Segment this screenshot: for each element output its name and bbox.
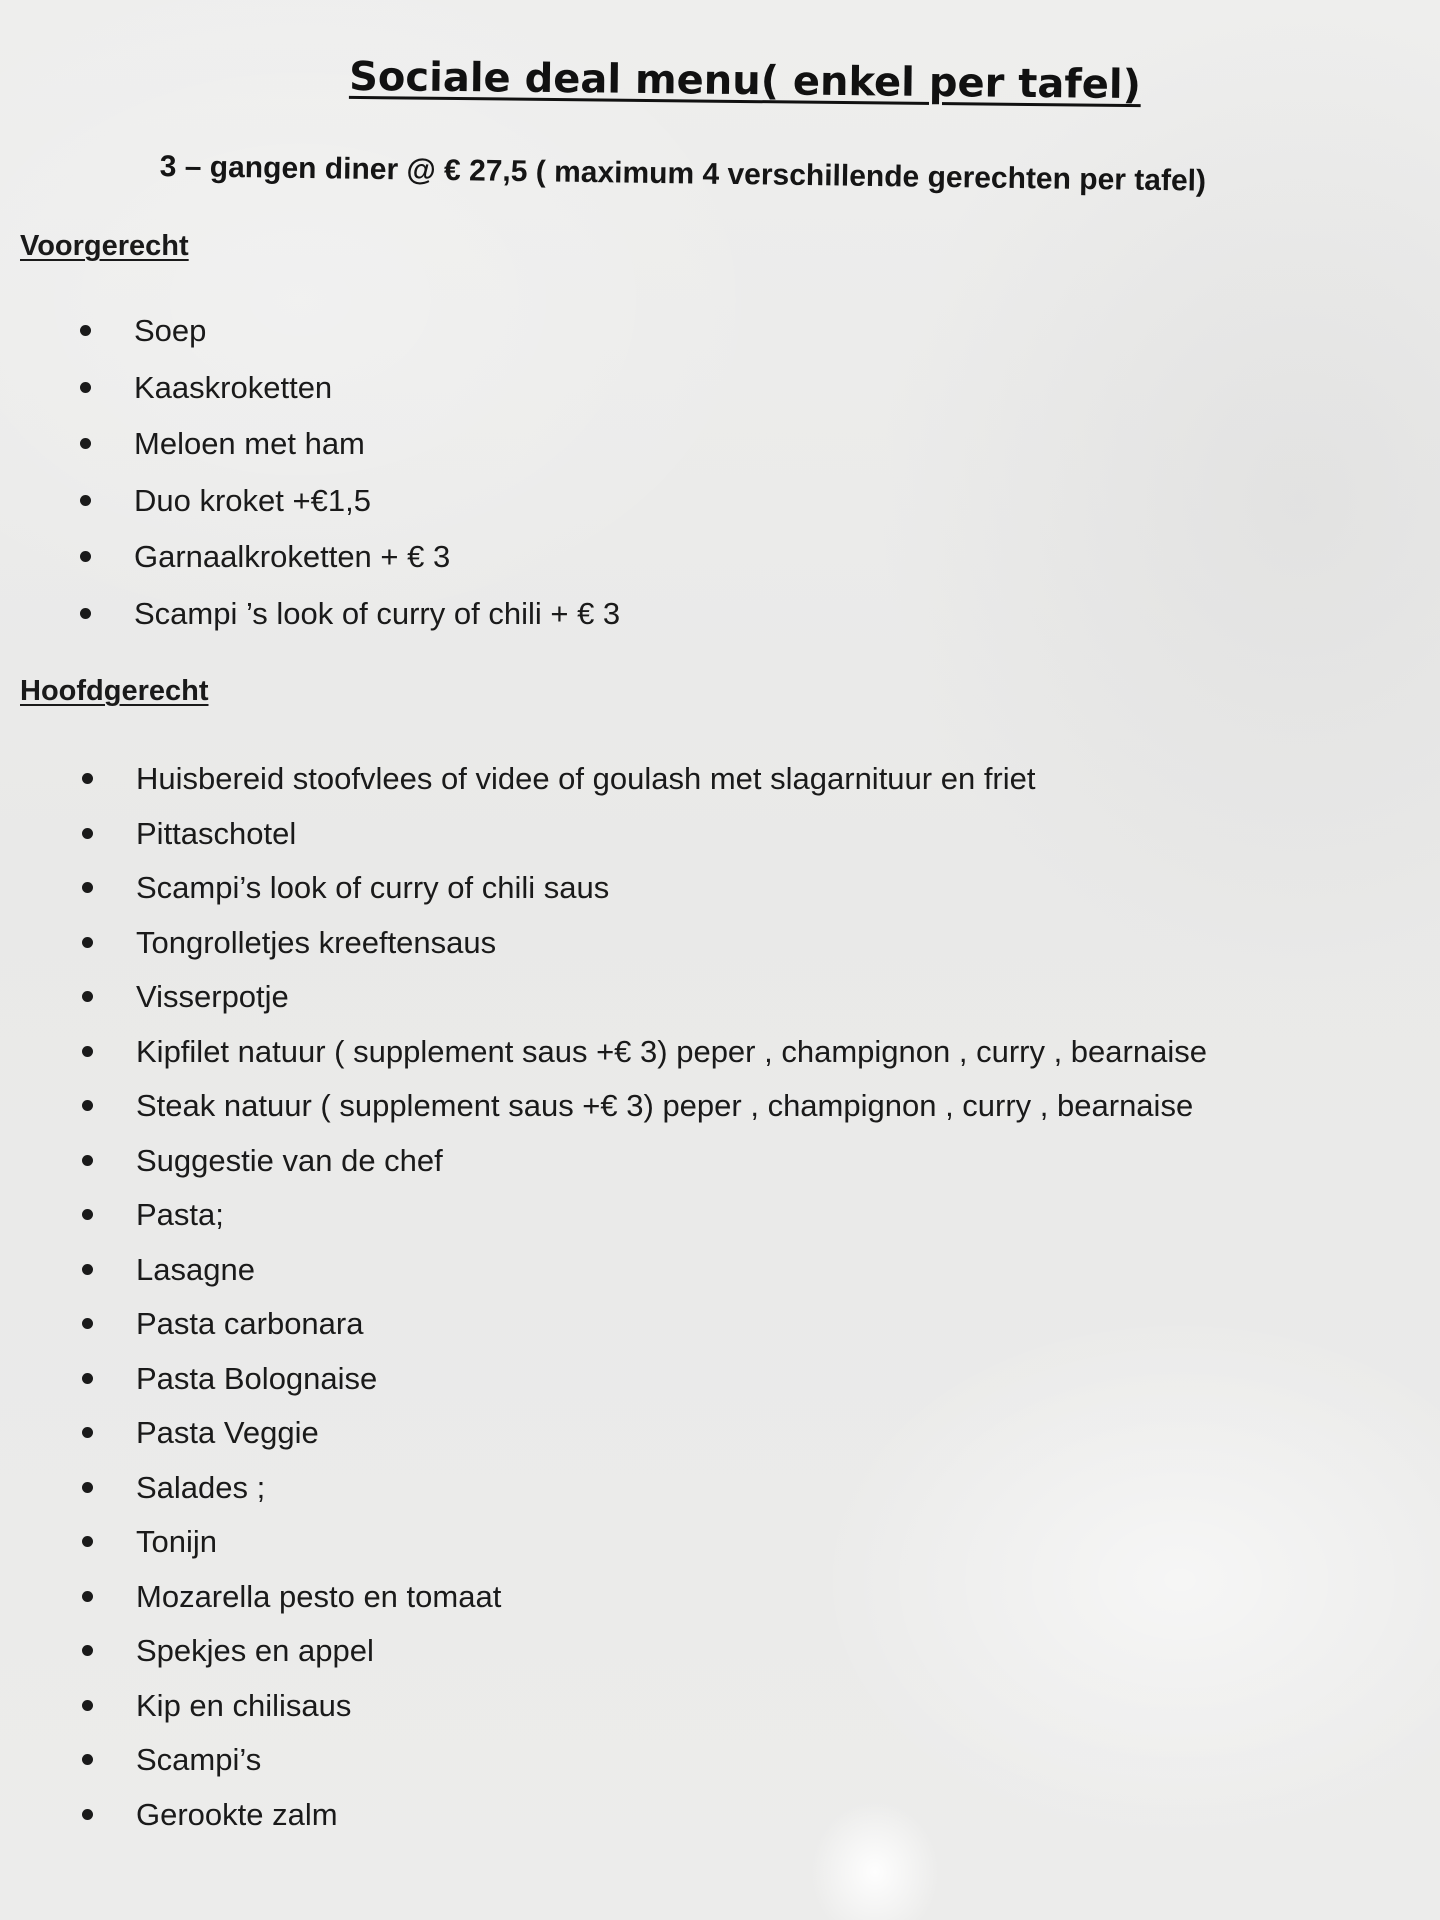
bullet-icon — [82, 1809, 93, 1820]
menu-subtitle: 3 – gangen diner @ € 27,5 ( maximum 4 verschillende gerechten per tafel) — [159, 150, 1207, 198]
bullet-icon — [82, 1645, 93, 1656]
bullet-icon — [80, 325, 91, 336]
bullet-icon — [80, 382, 91, 393]
list-item-text: Duo kroket +€1,5 — [134, 482, 371, 518]
bullet-icon — [82, 1373, 93, 1384]
list-item-text: Steak natuur ( supplement saus +€ 3) peper , champignon , curry , bearnaise — [136, 1088, 1194, 1123]
bullet-icon — [82, 1318, 93, 1329]
list-item-text: Kaaskroketten — [134, 369, 333, 405]
list-item-text: Pasta carbonara — [136, 1306, 364, 1341]
list-item-text: Tongrolletjes kreeftensaus — [136, 924, 497, 960]
list-item-text: Salades ; — [136, 1469, 266, 1505]
bullet-icon — [80, 608, 91, 619]
bullet-icon — [82, 1155, 93, 1166]
bullet-icon — [82, 1046, 93, 1057]
bullet-icon — [82, 1591, 93, 1602]
list-item-text: Scampi’s — [136, 1742, 262, 1777]
bullet-icon — [80, 551, 91, 562]
list-item-text: Spekjes en appel — [136, 1633, 374, 1668]
bullet-icon — [82, 1482, 93, 1493]
list-item-text: Gerookte zalm — [136, 1796, 338, 1832]
list-item-text: Pittaschotel — [136, 815, 297, 851]
list-item-text: Suggestie van de chef — [136, 1142, 443, 1178]
list-item-text: Kipfilet natuur ( supplement saus +€ 3) peper , champignon , curry , bearnaise — [136, 1033, 1207, 1069]
list-item-text: Visserpotje — [136, 979, 289, 1014]
bullet-icon — [82, 1700, 93, 1711]
bullet-icon — [82, 882, 93, 893]
bullet-icon — [80, 495, 91, 506]
list-item-text: Soep — [134, 313, 207, 348]
bullet-icon — [82, 1754, 93, 1765]
list-item-text: Pasta Bolognaise — [136, 1360, 378, 1396]
section-heading-voorgerecht: Voorgerecht — [20, 230, 189, 262]
light-glare — [810, 1800, 940, 1920]
bullet-icon — [80, 438, 91, 449]
list-item-text: Pasta; — [136, 1197, 224, 1232]
list-item-text: Kip en chilisaus — [136, 1687, 352, 1723]
bullet-icon — [82, 828, 93, 839]
bullet-icon — [82, 1209, 93, 1220]
list-item-text: Tonijn — [136, 1524, 217, 1559]
bullet-icon — [82, 1536, 93, 1547]
bullet-icon — [82, 1264, 93, 1275]
section-heading-hoofdgerecht: Hoofdgerecht — [20, 675, 209, 707]
list-item-text: Huisbereid stoofvlees of videe of goulash met slagarnituur en friet — [136, 761, 1036, 796]
bullet-icon — [82, 1100, 93, 1111]
list-item-text: Lasagne — [136, 1251, 255, 1287]
bullet-icon — [82, 991, 93, 1002]
list-item-text: Garnaalkroketten + € 3 — [134, 539, 451, 574]
menu-title: Sociale deal menu( enkel per tafel) — [348, 53, 1142, 109]
list-item-text: Mozarella pesto en tomaat — [136, 1578, 502, 1614]
bullet-icon — [82, 773, 93, 784]
list-item-text: Scampi ’s look of curry of chili + € 3 — [134, 595, 621, 631]
bullet-icon — [82, 1427, 93, 1438]
bullet-icon — [82, 937, 93, 948]
list-item-text: Scampi’s look of curry of chili saus — [136, 870, 610, 905]
list-item-text: Pasta Veggie — [136, 1415, 319, 1450]
list-item-text: Meloen met ham — [134, 426, 365, 461]
